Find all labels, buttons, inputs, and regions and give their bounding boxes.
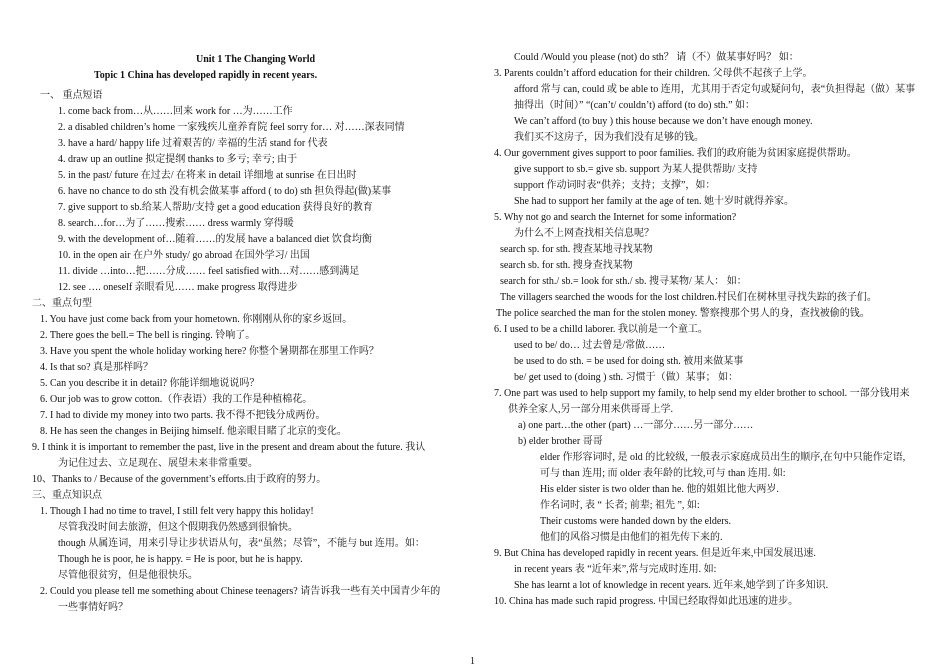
right-line: 他们的风俗习惯是由他们的祖先传下来的.: [540, 532, 723, 543]
right-line: elder 作形容词时, 是 old 的比较级, 一般表示家庭成员出生的顺序,在句中只能作定语,: [540, 452, 906, 463]
left-line: 4. draw up an outline 拟定提纲 thanks to 多亏; 幸亏; 由于: [58, 154, 298, 165]
right-line: 我们买不这房子，因为我们没有足够的钱。: [514, 132, 704, 143]
page-number: 1: [470, 656, 475, 667]
left-line: 12. see …. oneself 亲眼看见…… make progress 取得进步: [58, 282, 298, 293]
left-line: 1. Though I had no time to travel, I still felt very happy this holiday!: [40, 506, 314, 517]
right-line: We can’t afford (to buy ) this house because we don’t have enough money.: [514, 116, 813, 127]
right-line: afford 常与 can, could 或 be able to 连用，尤其用于否定句或疑问句，表“负担得起（做）某事: [514, 84, 916, 95]
left-line: 5. in the past/ future 在过去/ 在将来 in detail 详细地 at sunrise 在日出时: [58, 170, 357, 181]
left-line: 7. I had to divide my money into two parts. 我不得不把钱分成两份。: [40, 410, 326, 421]
right-line: in recent years 表 “近年来”,常与完成时连用. 如:: [514, 564, 717, 575]
left-line: 2. There goes the bell.= The bell is ringing. 铃响了。: [40, 330, 256, 341]
left-line: 4. Is that so? 真是那样吗？: [40, 362, 154, 373]
topic-heading: Topic 1 China has developed rapidly in recent years.: [94, 70, 318, 81]
right-line: search for sth./ sb.= look for sth./ sb. 搜寻某物/ 某人： 如：: [500, 276, 747, 287]
right-line: search sb. for sth. 搜身查找某物: [500, 260, 633, 271]
right-line: 供养全家人,另一部分用来供哥哥上学.: [508, 404, 673, 415]
left-line: 9. with the development of…随着……的发展 have a balanced diet 饮食均衡: [58, 234, 372, 245]
left-line: 5. Can you describe it in detail? 你能详细地说说吗？: [40, 378, 260, 389]
left-line: 2. Could you please tell me something about Chinese teenagers? 请告诉我一些有关中国青少年的: [40, 586, 441, 597]
right-line: a) one part…the other (part) …一部分……另一部分……: [518, 420, 754, 431]
left-line: 9. I think it is important to remember the past, live in the present and dream about the future. 我认: [32, 442, 426, 453]
left-line: 三、重点知识点: [32, 490, 102, 501]
right-line: 7. One part was used to help support my family, to help send my elder brother to school. 一部分钱用来: [494, 388, 910, 399]
right-line: 可与 than 连用; 而 older 表年龄的比较,可与 than 连用. 如:: [540, 468, 786, 479]
left-line: 尽管我没时间去旅游，但这个假期我仍然感到很愉快。: [58, 522, 298, 533]
right-line: 5. Why not go and search the Internet for some information?: [494, 212, 737, 223]
left-line: 11. divide …into…把……分成…… feel satisfied with…对……感到满足: [58, 266, 360, 277]
left-line: 一、 重点短语: [40, 90, 103, 101]
right-line: 10. China has made such rapid progress. 中国已经取得如此迅速的进步。: [494, 596, 799, 607]
right-line: support 作动词时表“供养；支持；支撑”，如：: [514, 180, 716, 191]
right-line: Could /Would you please (not) do sth？ 请（不）做某事好吗？ 如：: [514, 52, 799, 63]
right-line: 作名词时, 表 “ 长者; 前辈; 祖先 ”, 如:: [540, 500, 700, 511]
right-line: The villagers searched the woods for the lost children.村民们在树林里寻找失踪的孩子们。: [500, 292, 877, 303]
left-line: Though he is poor, he is happy. = He is poor, but he is happy.: [58, 554, 303, 565]
left-line: 8. search…for…为了……搜索…… dress warmly 穿得暖: [58, 218, 294, 229]
left-line: 1. You have just come back from your hometown. 你刚刚从你的家乡返回。: [40, 314, 353, 325]
right-line: 为什么不上网查找相关信息呢？: [514, 228, 654, 239]
right-line: be/ get used to (doing ) sth. 习惯于（做）某事； 如：: [514, 372, 739, 383]
right-line: 3. Parents couldn’t afford education for their children. 父母供不起孩子上学。: [494, 68, 813, 79]
right-line: search sp. for sth. 搜查某地寻找某物: [500, 244, 653, 255]
left-line: 尽管他很贫穷，但是他很快乐。: [58, 570, 198, 581]
right-line: 6. I used to be a chilld laborer. 我以前是一个童工。: [494, 324, 708, 335]
left-line: 6. Our job was to grow cotton.（作表语）我的工作是种植棉花。: [40, 394, 313, 405]
right-line: used to be/ do… 过去曾是/常做……: [514, 340, 666, 351]
left-line: though 从属连词，用来引导让步状语从句，表“虽然；尽管”，不能与 but 连用。如：: [58, 538, 425, 549]
right-line: 抽得出（时间）” “(can’t/ couldn’t) afford (to do) sth.” 如：: [514, 100, 756, 111]
left-line: 10. in the open air 在户外 study/ go abroad 在国外学习/ 出国: [58, 250, 310, 261]
right-line: give support to sb.= give sb. support 为某人提供帮助/ 支持: [514, 164, 758, 175]
right-line: She had to support her family at the age of ten. 她十岁时就得养家。: [514, 196, 794, 207]
left-line: 3. have a hard/ happy life 过着艰苦的/ 幸福的生活 stand for 代表: [58, 138, 328, 149]
left-line: 二、重点句型: [32, 298, 92, 309]
right-line: The police searched the man for the stolen money. 警察搜那个男人的身，查找被偷的钱。: [496, 308, 870, 319]
right-line: She has learnt a lot of knowledge in recent years. 近年来,她学到了许多知识.: [514, 580, 829, 591]
right-line: 9. But China has developed rapidly in recent years. 但是近年来,中国发展迅速.: [494, 548, 816, 559]
left-line: 8. He has seen the changes in Beijing himself. 他亲眼目睹了北京的变化。: [40, 426, 347, 437]
right-line: His elder sister is two older than he. 他的姐姐比他大两岁.: [540, 484, 779, 495]
left-line: 7. give support to sb.给某人帮助/支持 get a good education 获得良好的教育: [58, 202, 373, 213]
left-line: 10、Thanks to / Because of the government’s efforts.由于政府的努力。: [32, 474, 327, 485]
left-line: 1. come back from…从……回来 work for …为……工作: [58, 106, 293, 117]
left-line: 2. a disabled children’s home 一家残疾儿童养育院 feel sorry for… 对……深表同情: [58, 122, 405, 133]
right-line: b) elder brother 哥哥: [518, 436, 603, 447]
right-line: be used to do sth. = be used for doing sth. 被用来做某事: [514, 356, 744, 367]
document-title: Unit 1 The Changing World: [196, 54, 316, 65]
left-line: 一些事情好吗？: [58, 602, 128, 613]
right-line: Their customs were handed down by the elders.: [540, 516, 732, 527]
left-line: 3. Have you spent the whole holiday working here? 你整个暑期都在那里工作吗？: [40, 346, 379, 357]
right-line: 4. Our government gives support to poor families. 我们的政府能为贫困家庭提供帮助。: [494, 148, 857, 159]
left-line: 6. have no chance to do sth 没有机会做某事 afford ( to do) sth 担负得起(做)某事: [58, 186, 392, 197]
left-line: 为记住过去、立足现在、展望未来非常重要。: [58, 458, 258, 469]
